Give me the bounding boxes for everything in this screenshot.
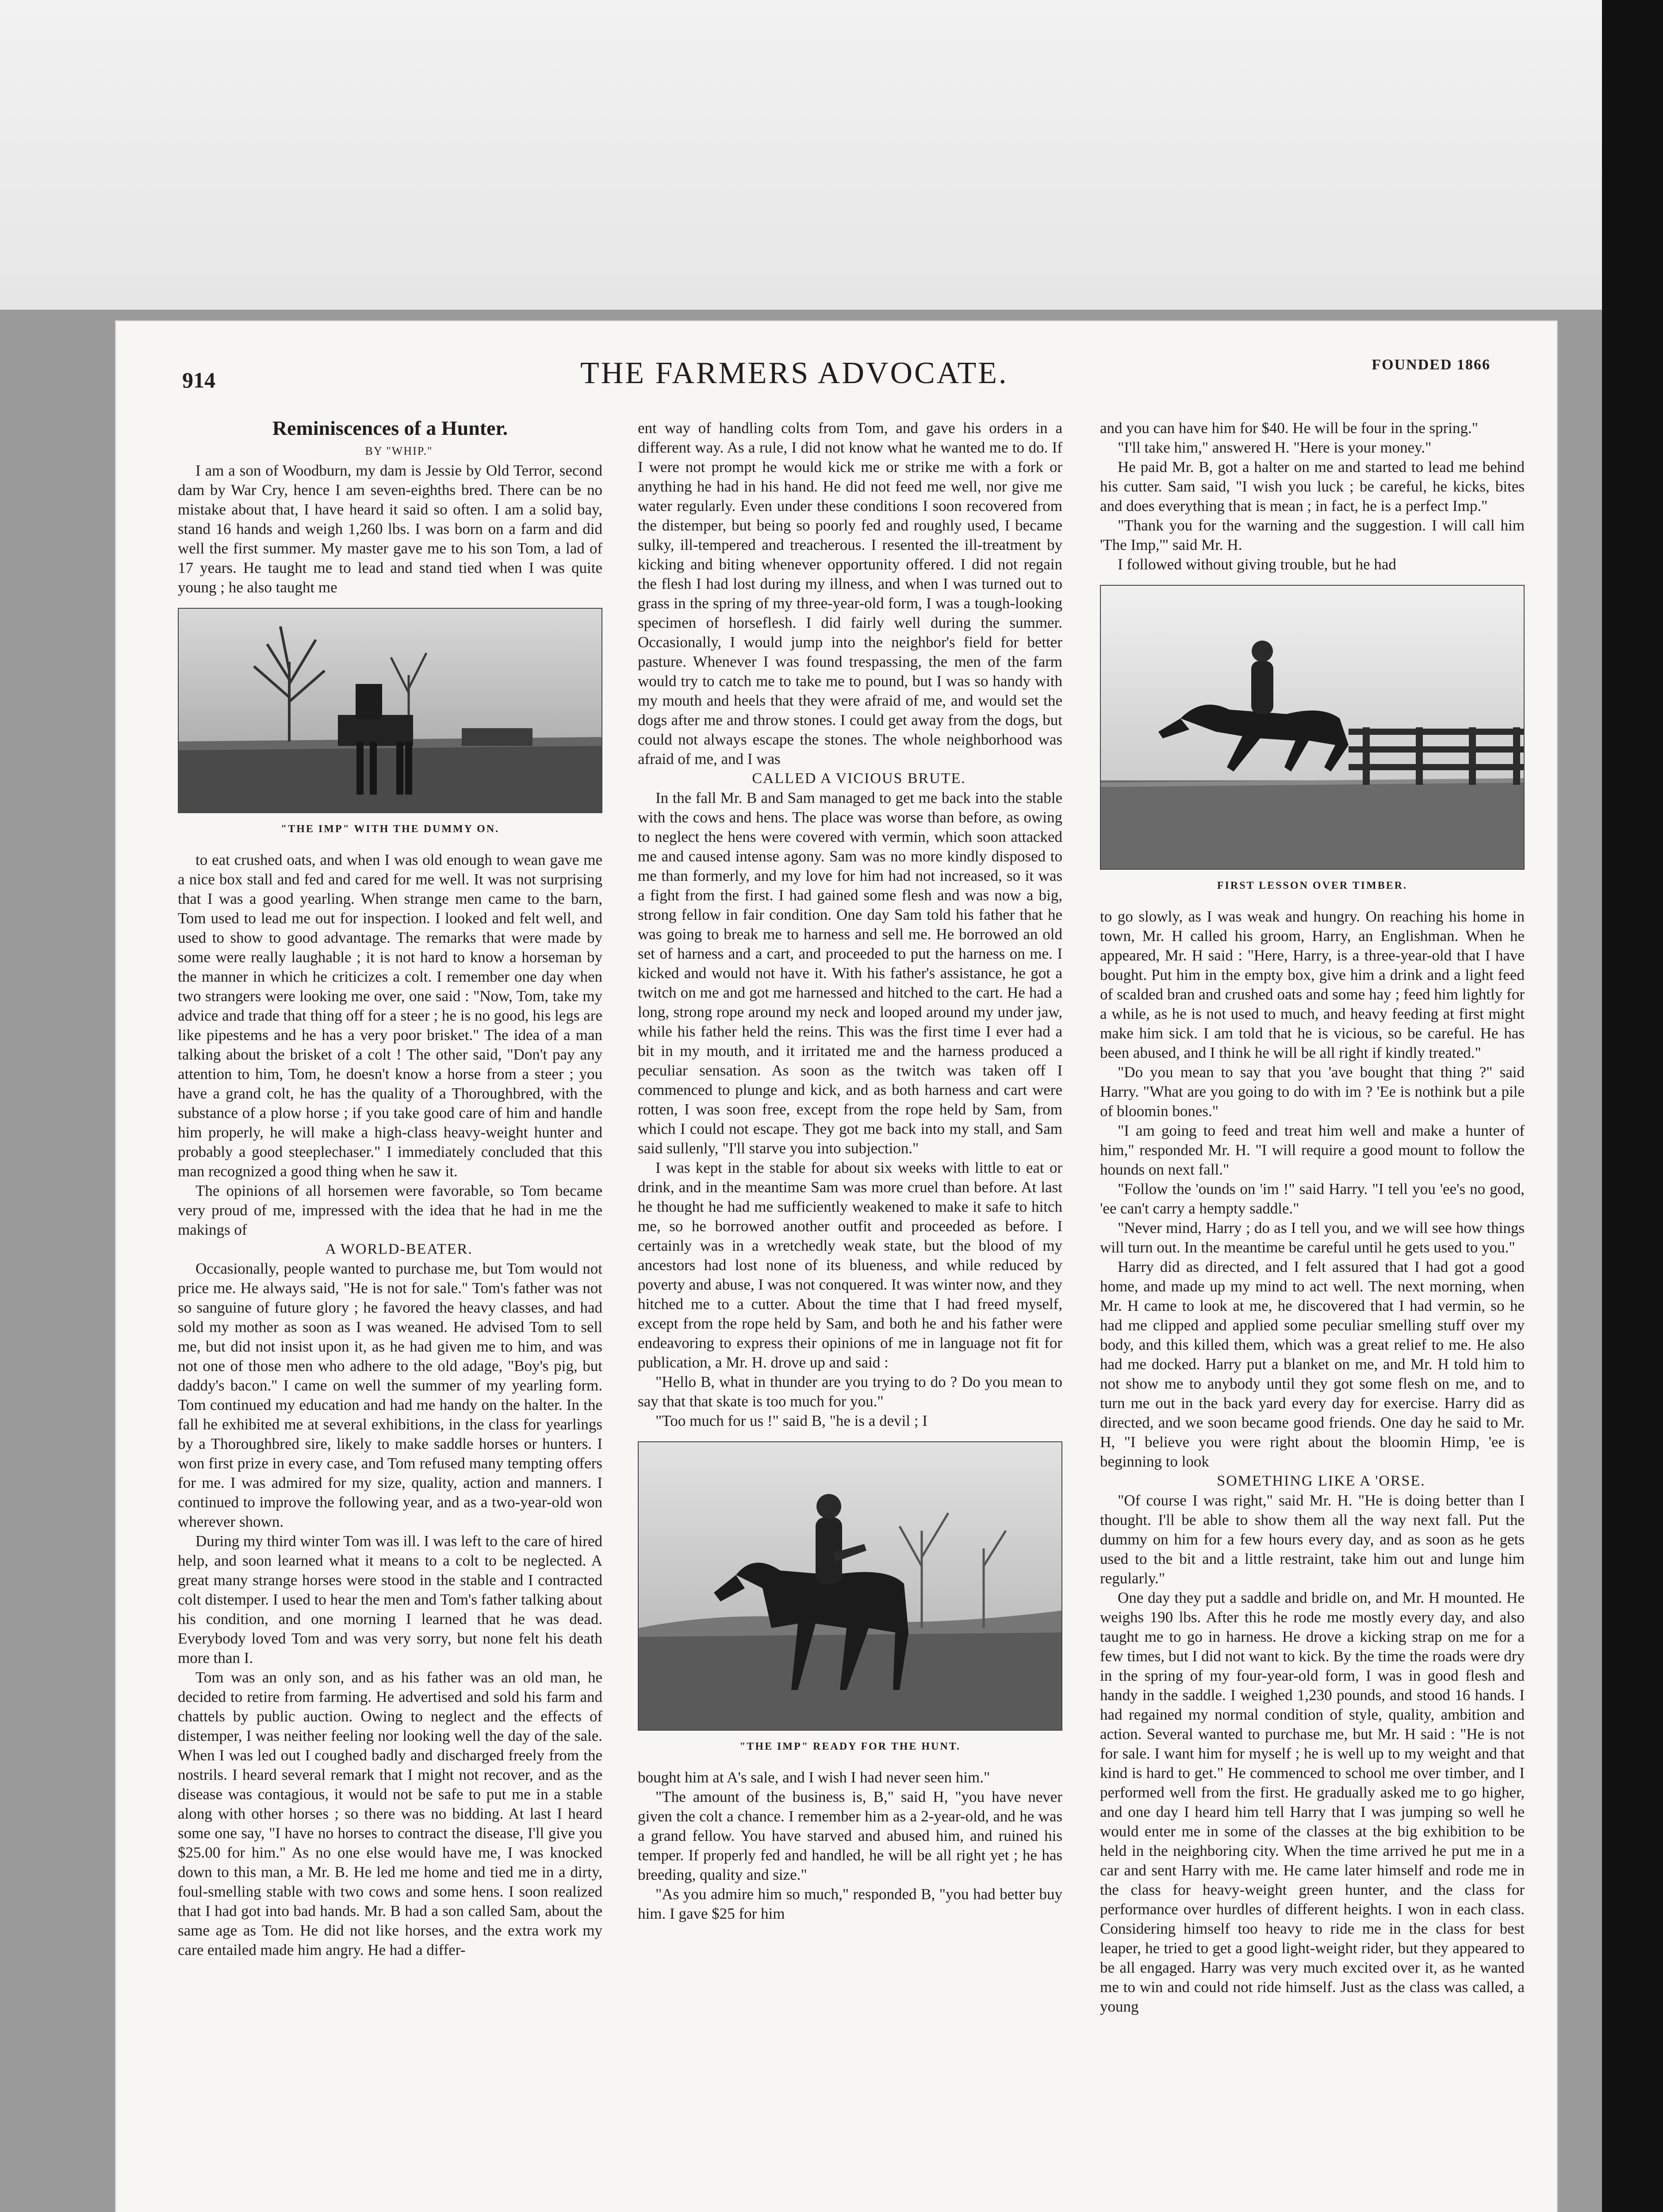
paragraph: "Do you mean to say that you 'ave bought that thing ?" said Harry. "What are you going to do with im ? 'Ee is nothink but a pile of bloomin bones." (1100, 1064, 1525, 1120)
page-header (116, 351, 1557, 400)
paragraph: During my third winter Tom was ill. I was left to the care of hired help, and soon learned what it means to a colt to be neglected. A great many strange horses were stood in the stable and I contracted colt distemper. I used to hear the men and Tom's father talking about his condition, and one morning I learned that he was dead. Everybody loved Tom and was very sorry, but none felt his death more than I. (178, 1532, 602, 1667)
paragraph: to eat crushed oats, and when I was old enough to wean gave me a nice box stall and fed and cared for me well. It was not surprising that I was a good yearling. When strange men came to the barn, Tom used to lead me out for inspection. I looked and felt well, and used to show to good advantage. The remarks that were made by some were really laughable ; it is not hard to know a horseman by the manner in which he criticizes a colt. I remember one day when two strangers were looking me over, one said : "Now, Tom, take my advice and trade that thing off for a steer ; he is no good, his legs are like pipestems and he has a very poor brisket." The idea of a man talking about the brisket of a colt ! The other said, "Don't pay any attention to him, Tom, he doesn't know a horse from a steer ; you have a grand colt, he has the quality of a Thoroughbred, with the substance of a plow horse ; if you take good care of him and handle him properly, he will make a high-class heavy-weight hunter and probably a good steeplechaser." I immediately concluded that this man recognized a good thing when he saw it. (178, 851, 602, 1180)
section-heading: A WORLD-BEATER. (325, 1241, 473, 1257)
column-2 (638, 419, 1062, 1924)
paragraph: In the fall Mr. B and Sam managed to get me back into the stable with the cows and hens. The place was worse than before, as owing to neglect the hens were covered with vermin, which soon attacked me and caused intense agony. Sam was no more kindly disposed to me than formerly, and my love for him had not increased, so it was a fight from the first. I had gained some flesh and was now a big, strong fellow in fair condition. One day Sam told his father that he was going to break me to harness and sell me. He borrowed an old set of harness and a cart, and proceeded to put the harness on me. I kicked and would not have it. With his father's assistance, he got a twitch on me and got me harnessed and hitched to the cart. He had a long, strong rope around my neck and looped around my under jaw, while his father held the reins. This was the first time I ever had a bit in my mouth, and it irritated me and the harness produced a peculiar sensation. As soon as the twitch was taken off I commenced to plunge and kick, and as both harness and cart were rotten, I was soon free, except from the rope held by Sam, from which I could not escape. They got me back into my stall, and Sam said sullenly, "I'll starve you into subjection." (638, 789, 1062, 1157)
paragraph: "I'll take him," answered H. "Here is your money." (1118, 439, 1432, 456)
photo-imp-with-dummy (178, 608, 602, 813)
scan-background-top (0, 0, 1663, 310)
paragraph: The opinions of all horsemen were favorable, so Tom became very proud of me, impressed with the idea that he had in me the makings of (178, 1182, 602, 1238)
page-number: 914 (182, 368, 215, 392)
paragraph: "Follow the 'ounds on 'im !" said Harry. "I tell you 'ee's no good, 'ee can't carry a hempty saddle." (1100, 1180, 1525, 1217)
section-heading: SOMETHING LIKE A 'ORSE. (1217, 1473, 1425, 1489)
paragraph: "I am going to feed and treat him well and make a hunter of him," responded Mr. H. "I will require a good mount to follow the hounds on next fall." (1100, 1122, 1525, 1178)
paragraph: I am a son of Woodburn, my dam is Jessie by Old Terror, second dam by War Cry, hence I am seven-eighths bred. There can be no mistake about that, I have heard it said so often. I am a solid bay, stand 16 hands and weigh 1,260 lbs. I was born on a farm and did well the first summer. My master gave me to his son Tom, a lad of 17 years. He taught me to lead and stand tied when I was quite young ; he also taught me (178, 462, 602, 596)
article-title: Reminiscences of a Hunter. (272, 417, 508, 439)
founded-date: FOUNDED 1866 (1372, 357, 1491, 373)
paragraph: One day they put a saddle and bridle on, and Mr. H mounted. He weighs 190 lbs. After this he rode me mostly every day, and also taught me to go in harness. He drove a kicking strap on me for a few times, but I did not want to kick. By the time the roads were dry in the spring of my four-year-old form, I was in good flesh and handy in the saddle. I weighed 1,230 pounds, and stood 16 hands. I had regained my normal condition of style, quality, ambition and action. Several wanted to purchase me, but Mr. H said : "He is not for sale. I want him for myself ; he is well up to my weight and that kind is hard to get." He commenced to school me over timber, and I performed well from the first. He gradually asked me to go higher, and one day I heard him tell Harry that I was jumping so well he would enter me in some of the classes at the big exhibition to be held in the neighboring city. When the time arrived he put me in a car and sent Harry with me. He came later himself and rode me in the class for heavy-weight green hunter, and the class for performance over hurdles of different heights. I won in each class. Considering himself too heavy to ride me in the class for best leaper, he tried to get a good light-weight rider, but they appeared to be all engaged. Harry was very much excited over it, as he wanted me to win and could not ride himself. Just as the class was called, a young (1100, 1589, 1525, 2015)
paragraph: Tom was an only son, and as his father was an old man, he decided to retire from farming. He advertised and sold his farm and chattels by public auction. Owing to neglect and the effects of distemper, I was neither feeling nor looking well the day of the sale. When I was led out I coughed badly and discharged freely from the nostrils. I heard several remark that I might not recover, and as the disease was contagious, it would not be safe to put me in a stable along with other horses ; so there was no bidding. At last I heard some one say, "I have no horses to contract the disease, I'll give you $25.00 for him." As no one else would have me, I was knocked down to this man, a Mr. B. He led me home and tied me in a dirty, foul-smelling stable with two cows and some hens. I soon realized that I had got into bad hands. Mr. B had a son called Sam, about the same age as Tom. He did not like horses, and the extra work my care entailed made him angry. He had a differ- (178, 1669, 602, 1959)
paragraph: Harry did as directed, and I felt assured that I had got a good home, and made up my mind to act well. The next morning, when Mr. H came to look at me, he discovered that I had vermin, so he had me clipped and applied some peculiar smelling stuff over my body, and this killed them, which was a great relief to me. He also had me docked. Harry put a blanket on me, and Mr. H told him to not show me to anybody until they got some flesh on me, and to turn me out in the back yard every day for exercise. Harry did as directed, and we soon became good friends. One day he said to Mr. H, "I believe you were right about the bloomin Himp, 'ee is beginning to look (1100, 1258, 1525, 1470)
paragraph: and you can have him for $40. He will be four in the spring." (1100, 419, 1479, 437)
photo-caption: FIRST LESSON OVER TIMBER. (1217, 880, 1408, 891)
photo-first-lesson-over-timber (1100, 585, 1525, 870)
paragraph: "Hello B, what in thunder are you trying to do ? Do you mean to say that that skate is too much for you." (638, 1373, 1062, 1410)
column-3 (1100, 419, 1525, 2016)
paragraph: bought him at A's sale, and I wish I had never seen him." (638, 1769, 990, 1786)
paragraph: "Too much for us !" said B, "he is a devil ; I (655, 1412, 927, 1429)
masthead: THE FARMERS ADVOCATE. (580, 356, 1008, 390)
newspaper-page (116, 321, 1557, 2212)
photo-caption: "THE IMP" WITH THE DUMMY ON. (280, 823, 500, 835)
paragraph: "Never mind, Harry ; do as I tell you, and we will see how things will turn out. In the meantime be careful until he gets used to you." (1100, 1219, 1525, 1256)
photo-caption: "THE IMP" READY FOR THE HUNT. (740, 1741, 961, 1752)
paragraph: I followed without giving trouble, but he had (1118, 556, 1396, 573)
paragraph: "The amount of the business is, B," said H, "you have never given the colt a chance. I remember him as a 2-year-old, and he was a grand fellow. You have starved and abused him, and ruined his temper. If properly fed and handled, he will be all right yet ; he has breeding, quality and size." (638, 1788, 1062, 1883)
column-1 (178, 419, 602, 1960)
paragraph: I was kept in the stable for about six weeks with little to eat or drink, and in the meantime Sam was more cruel than before. At last he thought he had me sufficiently weakened to make it safe to hitch me, so he borrowed another outfit and proceeded as before. I certainly was in a wretchedly weak state, but the blood of my ancestors had lost none of its blueness, and while reduced by poverty and abuse, I was not conquered. It was winter now, and they hitched me to a cutter. About the time that I had freed myself, except from the rope held by Sam, and both he and his father were endeavoring to express their opinions of me in language not fit for publication, a Mr. H. drove up and said : (638, 1159, 1062, 1371)
photo-imp-ready-for-hunt (638, 1441, 1062, 1731)
film-edge-strip (1602, 0, 1663, 2212)
paragraph: to go slowly, as I was weak and hungry. On reaching his home in town, Mr. H called his groom, Harry, an Englishman. When he appeared, Mr. H said : "Here, Harry, is a three-year-old that I have bought. Put him in the empty box, give him a drink and a light feed of scalded bran and crushed oats and some hay ; feed him lightly for a while, as he is not used to much, and heavy feeding at first might make him sick. I am told that he is vicious, so be careful. He has been abused, and I think he will be all right if kindly treated." (1100, 908, 1525, 1061)
paragraph: "Of course I was right," said Mr. H. "He is doing better than I thought. I'll be able to show them all the way next fall. Put the dummy on him for a few hours every day, and as soon as he gets used to the bit and a little restraint, take him out and lunge him regularly." (1100, 1492, 1525, 1587)
section-heading: CALLED A VICIOUS BRUTE. (752, 770, 966, 787)
paragraph: "As you admire him so much," responded B, "you had better buy him. I gave $25 for him (638, 1886, 1062, 1922)
paragraph: "Thank you for the warning and the suggestion. I will call him 'The Imp,'" said Mr. H. (1100, 517, 1525, 553)
article-byline: BY "WHIP." (365, 445, 433, 457)
paragraph: He paid Mr. B, got a halter on me and started to lead me behind his cutter. Sam said, "I wish you luck ; be careful, he kicks, bites and does everything that is mean ; in fact, he is a perfect Imp." (1100, 458, 1525, 515)
paragraph: Occasionally, people wanted to purchase me, but Tom would not price me. He always said, "He is not for sale." Tom's father was not so sanguine of future glory ; he favored the heavy classes, and had sold my mother as soon as I was weaned. He advised Tom to sell me, but did not insist upon it, as he had given me to him, and was not one of those men who adhere to the old adage, "Boy's pig, but daddy's bacon." I came on well the summer of my yearling form. Tom continued my education and had me handy on the halter. In the fall he exhibited me at several exhibitions, in the class for yearlings by a Thoroughbred sire, likely to make saddle horses or hunters. I won first prize in every case, and Tom refused many tempting offers for me. I was admired for my size, quality, action and manners. I continued to improve the following year, and as a two-year-old won wherever shown. (178, 1260, 602, 1530)
paragraph: ent way of handling colts from Tom, and gave his orders in a different way. As a rule, I did not know what he wanted me to do. If I were not prompt he would kick me or strike me with a fork or anything he had in his hand. He did not feed me well, nor give me water regularly. Even under these conditions I soon recovered from the distemper, but being so poorly fed and roughly used, I became sulky, ill-tempered and treacherous. I resented the ill-treatment by kicking and biting whenever opportunity offered. I did not regain the flesh I had lost during my illness, and when I was turned out to grass in the spring of my three-year-old form, I was a tough-looking specimen of horseflesh. I did fairly well during the summer. Occasionally, I would jump into the neighbor's field for better pasture. Whenever I was found trespassing, the men of the farm would try to catch me to take me to pound, but I was so handy with my mouth and heels that they were afraid of me, and would set the dogs after me and throw stones. I could get away from the dogs, but could not always escape the stones. The whole neighborhood was afraid of me, and I was (638, 419, 1062, 768)
